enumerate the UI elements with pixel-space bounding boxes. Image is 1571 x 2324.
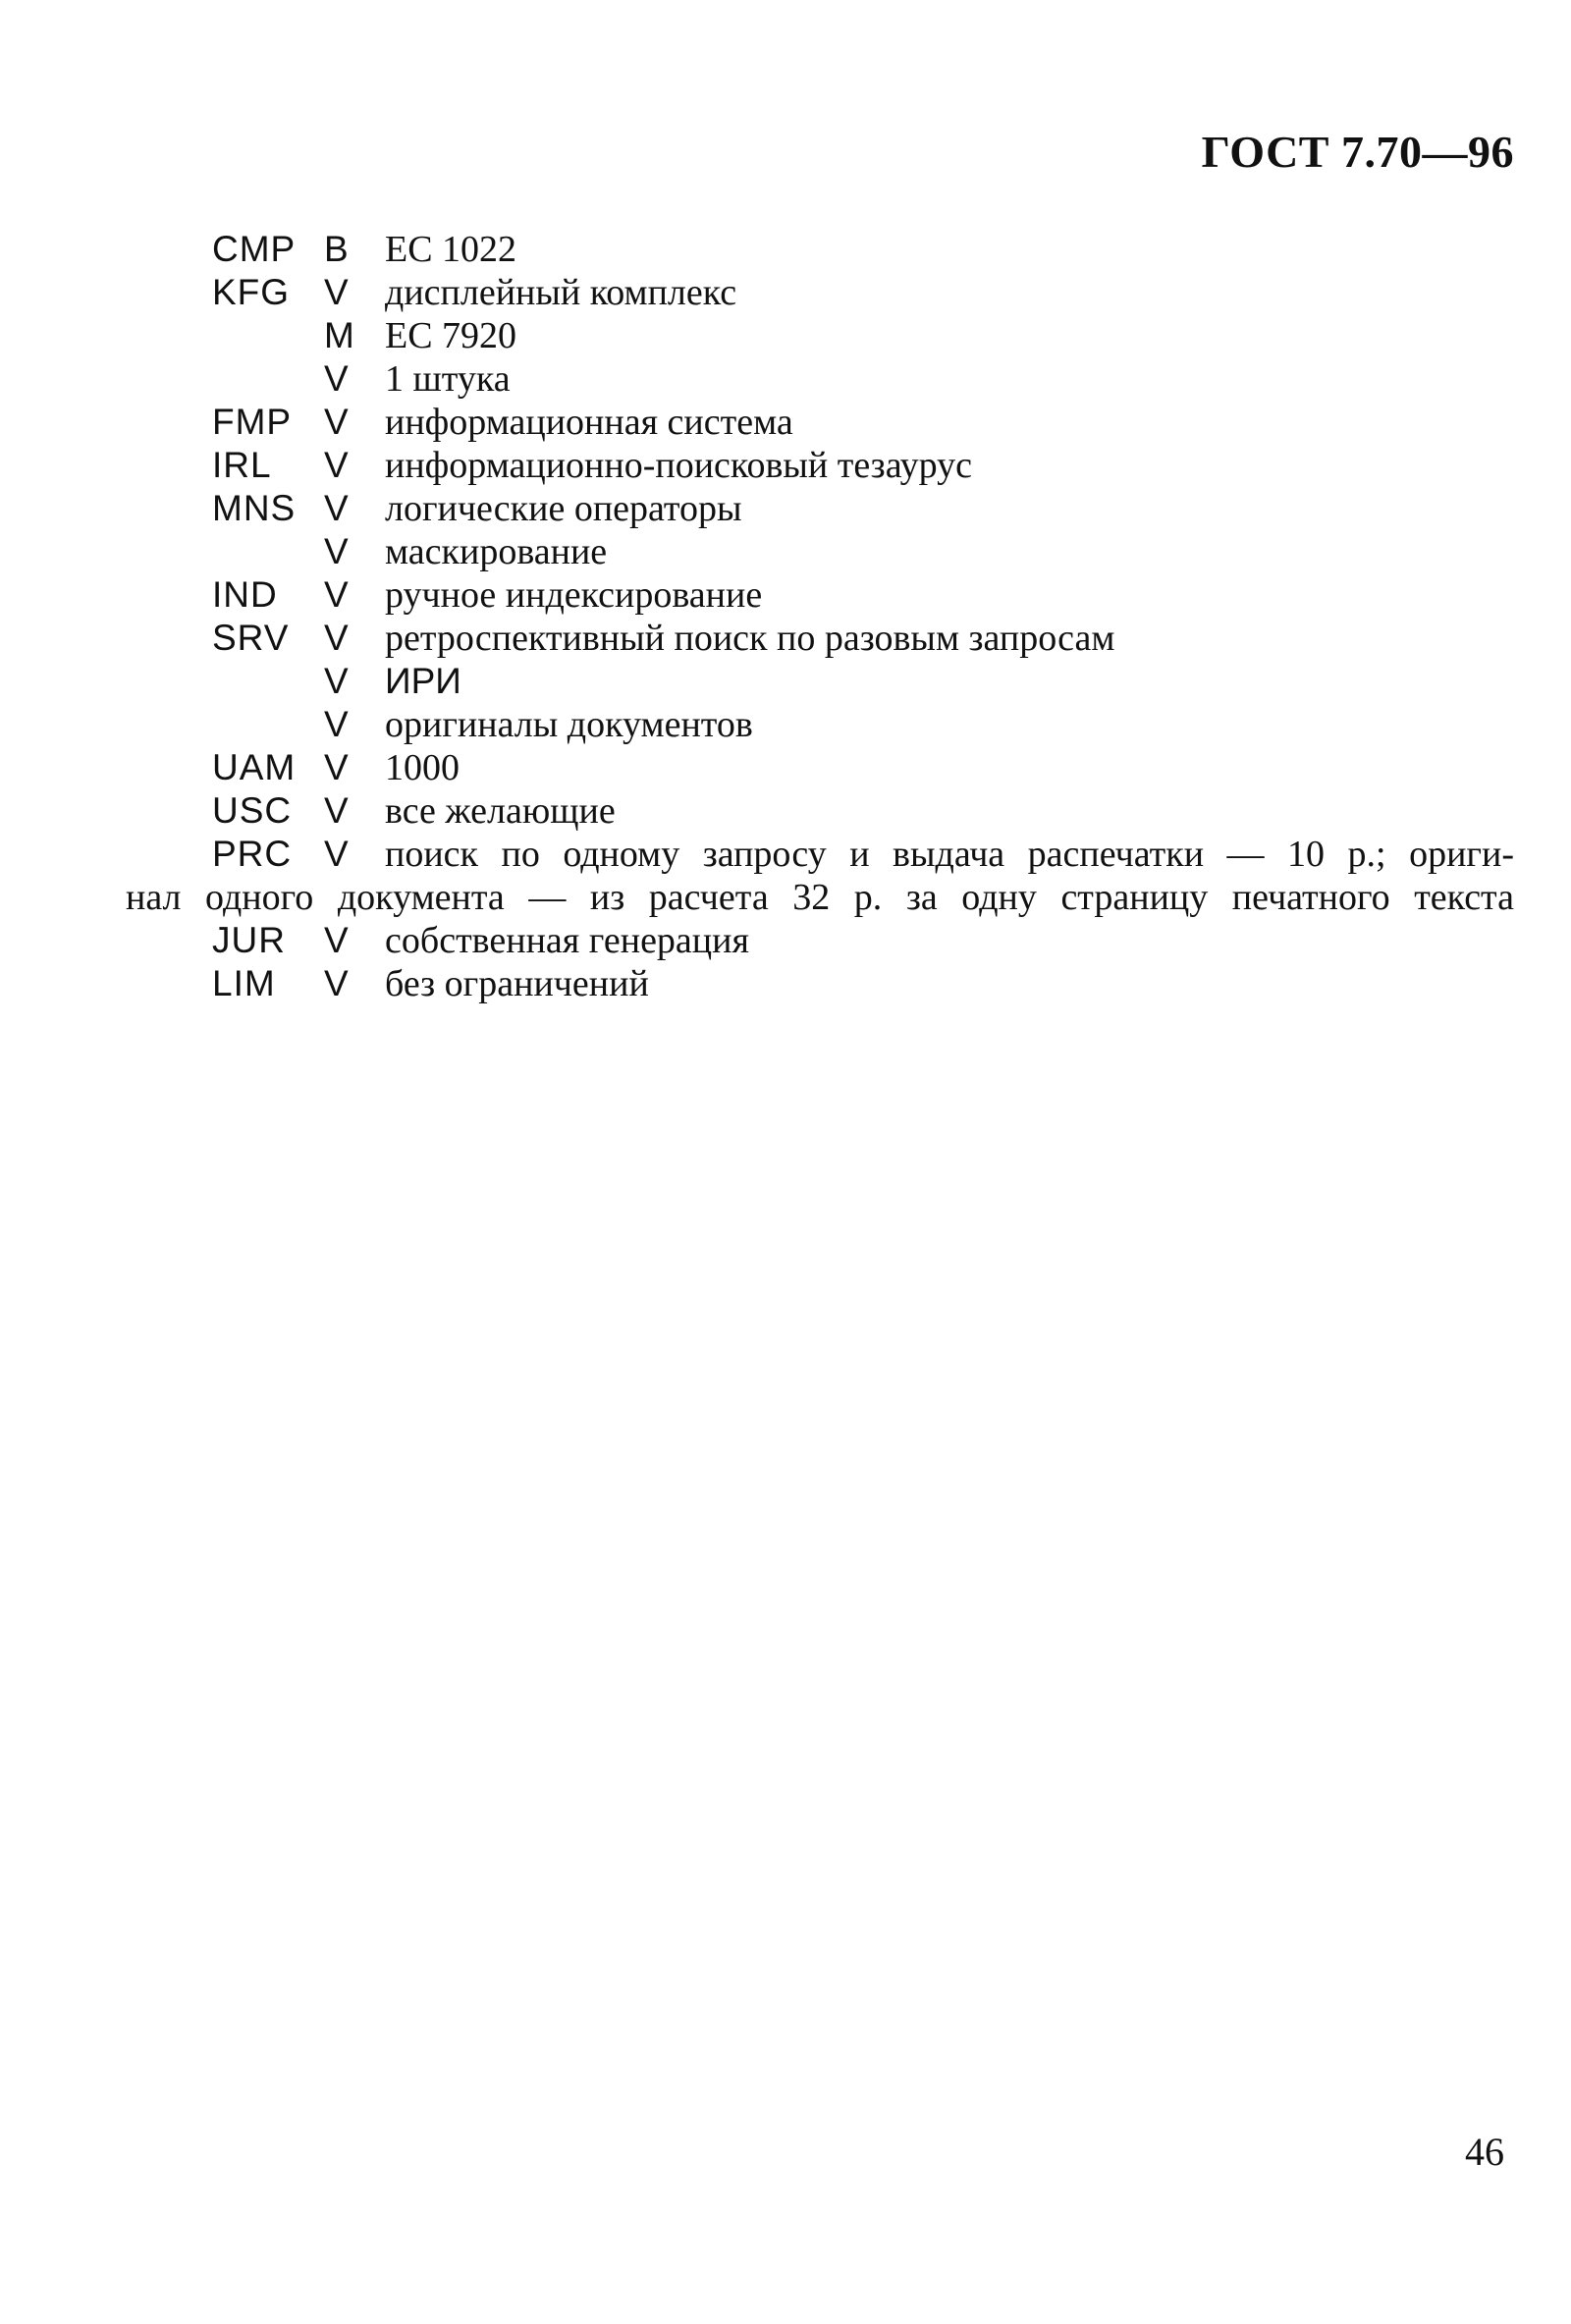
entry-code: CMP xyxy=(212,229,297,269)
entry-relation: V xyxy=(324,618,349,658)
entry-irl xyxy=(0,444,1571,487)
entry-relation: V xyxy=(324,358,349,399)
entry-value-line1: поиск по одному запросу и выдача распечатки — 10 р.; ориги- xyxy=(385,834,1514,875)
entry-ind xyxy=(0,573,1571,617)
entry-code: UAM xyxy=(212,747,297,787)
entry-mns-masking xyxy=(0,530,1571,573)
entry-code: IND xyxy=(212,574,278,615)
entry-value: маскирование xyxy=(385,531,608,572)
entry-relation: V xyxy=(324,445,349,485)
entry-relation: V xyxy=(324,402,349,442)
entry-cmp xyxy=(0,228,1571,271)
entry-code: KFG xyxy=(212,272,291,312)
entry-code: FMP xyxy=(212,402,293,442)
entry-fmp xyxy=(0,401,1571,444)
entry-relation: V xyxy=(324,661,349,701)
entry-code: LIM xyxy=(212,963,276,1003)
entry-relation: V xyxy=(324,963,349,1003)
entry-list xyxy=(0,228,1571,1005)
entry-kfg-count xyxy=(0,357,1571,401)
entry-mns xyxy=(0,487,1571,530)
entry-value: 1 штука xyxy=(385,358,511,400)
entry-value: логические операторы xyxy=(385,488,742,529)
entry-code: MNS xyxy=(212,488,297,528)
entry-srv-iri xyxy=(0,660,1571,703)
entry-value: ИРИ xyxy=(385,661,461,701)
entry-value: EC 7920 xyxy=(385,315,517,356)
entry-relation: B xyxy=(324,229,349,269)
page-number: 46 xyxy=(1465,2130,1504,2174)
entry-relation: V xyxy=(324,531,349,571)
page-header-standard: ГОСТ 7.70—96 xyxy=(1201,127,1514,177)
entry-jur xyxy=(0,919,1571,962)
entry-code: JUR xyxy=(212,920,286,960)
entry-value: EC 1022 xyxy=(385,229,517,270)
entry-relation: M xyxy=(324,315,354,355)
entry-relation: V xyxy=(324,920,349,960)
entry-value: без ограничений xyxy=(385,963,649,1004)
entry-value: ручное индексирование xyxy=(385,574,763,616)
entry-relation: V xyxy=(324,488,349,528)
entry-code: SRV xyxy=(212,618,290,658)
entry-kfg-model xyxy=(0,314,1571,357)
entry-lim xyxy=(0,962,1571,1005)
entry-value: информационная система xyxy=(385,402,793,443)
entry-value-line2: нал одного документа — из расчета 32 р. за одну страницу печатного текста xyxy=(126,877,1514,918)
entry-code: IRL xyxy=(212,445,272,485)
entry-value: собственная генерация xyxy=(385,920,749,961)
entry-relation: V xyxy=(324,574,349,615)
entry-srv-originals xyxy=(0,703,1571,746)
entry-code: PRC xyxy=(212,834,293,874)
entry-prc xyxy=(0,833,1571,919)
entry-code: USC xyxy=(212,790,293,831)
entry-value: ретроспективный поиск по разовым запросам xyxy=(385,618,1115,659)
entry-relation: V xyxy=(324,790,349,831)
entry-srv xyxy=(0,617,1571,660)
entry-value: оригиналы документов xyxy=(385,704,753,745)
entry-relation: V xyxy=(324,747,349,787)
entry-usc xyxy=(0,789,1571,833)
entry-value: все желающие xyxy=(385,790,616,832)
entry-uam xyxy=(0,746,1571,789)
entry-kfg xyxy=(0,271,1571,314)
entry-relation: V xyxy=(324,272,349,312)
entry-value: 1000 xyxy=(385,747,460,788)
entry-relation: V xyxy=(324,704,349,744)
entry-value: дисплейный комплекс xyxy=(385,272,737,313)
entry-value: информационно-поисковый тезаурус xyxy=(385,445,972,486)
entry-relation: V xyxy=(324,834,349,874)
